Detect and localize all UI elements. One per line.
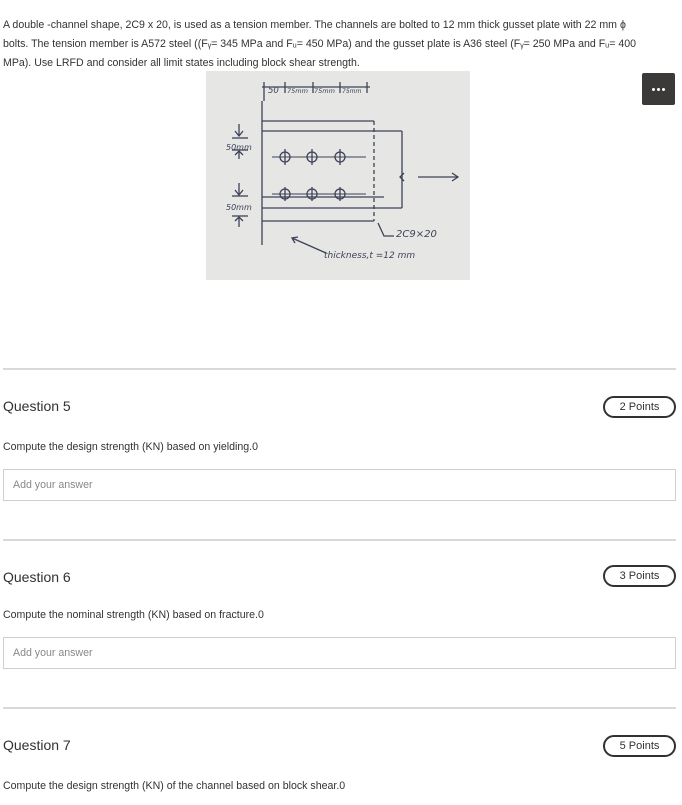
question-divider — [3, 368, 676, 370]
more-options-button[interactable] — [642, 73, 675, 105]
more-horizontal-icon — [652, 88, 655, 91]
thickness-label: thickness,t =12 mm — [324, 251, 416, 261]
connection-sketch-image — [206, 71, 470, 280]
problem-statement — [3, 16, 679, 73]
question-text: Compute the design strength (KN) of the channel based on block shear.0 — [3, 780, 346, 792]
question-divider — [3, 539, 676, 541]
points-badge: 5 Points — [603, 735, 676, 757]
question-title: Question 5 — [3, 398, 71, 414]
problem-line-1: A double -channel shape, 2C9 x 20, is used as a tension member. The channels are bolted to 12 mm thick gusset plate with 22 mm ϕ — [3, 19, 626, 31]
dimension-label-top: 50 — [268, 86, 279, 96]
question-title: Question 7 — [3, 737, 71, 753]
connection-sketch-drawing — [206, 71, 470, 280]
problem-line-2: bolts. The tension member is A572 steel ((Fᵧ= 345 MPa and Fᵤ= 450 MPa) and the gusset plate is A36 steel (Fᵧ= 250 MPa and Fᵤ= 400 — [3, 38, 637, 50]
question-text: Compute the design strength (KN) based on yielding.0 — [3, 441, 258, 453]
dimension-label-75a: 75mm — [287, 87, 308, 95]
dimension-label-left-a: 50mm — [226, 143, 252, 152]
points-badge: 2 Points — [603, 396, 676, 418]
section-label: 2C9×20 — [396, 229, 437, 240]
answer-input[interactable] — [3, 469, 676, 501]
answer-input[interactable] — [3, 637, 676, 669]
question-title: Question 6 — [3, 569, 71, 585]
points-badge: 3 Points — [603, 565, 676, 587]
question-divider — [3, 707, 676, 709]
problem-line-3: MPa). Use LRFD and consider all limit states including block shear strength. — [3, 57, 360, 69]
question-text: Compute the nominal strength (KN) based on fracture.0 — [3, 609, 264, 621]
dimension-label-75c: 75mm — [342, 88, 362, 95]
dimension-label-75b: 75mm — [314, 87, 335, 95]
dimension-label-left-b: 50mm — [226, 203, 252, 212]
